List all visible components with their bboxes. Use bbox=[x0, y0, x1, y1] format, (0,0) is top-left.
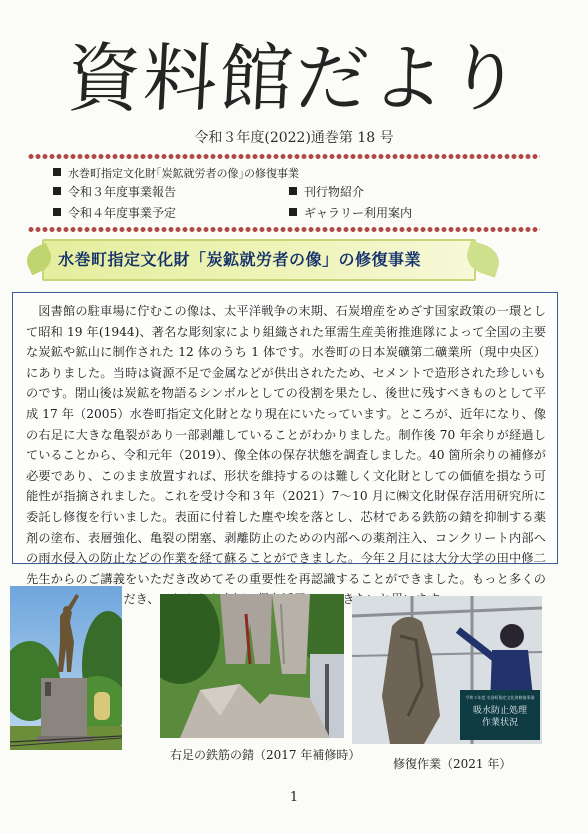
toc-item: 令和３年度事業報告 bbox=[53, 183, 176, 200]
bullet-square-icon bbox=[289, 208, 297, 216]
decorative-band-bottom bbox=[28, 226, 540, 233]
toc-item: 刊行物紹介 bbox=[289, 183, 364, 200]
page-number: 1 bbox=[289, 790, 299, 805]
toc-item: ギャラリー利用案内 bbox=[289, 204, 412, 221]
toc-item: 令和４年度事業予定 bbox=[53, 204, 176, 221]
sign-title-2: 作業状況 bbox=[481, 718, 519, 728]
sign-title-1: 吸水防止処理 bbox=[472, 706, 528, 716]
caption-middle-photo: 右足の鉄筋の錆（2017 年補修時） bbox=[170, 748, 361, 762]
page-title: 資料館だより bbox=[64, 36, 526, 122]
toc-item: 水巻町指定文化財｢炭鉱就労者の像｣の修復事業 bbox=[53, 165, 299, 181]
caption-right-photo: 修復作業（2021 年） bbox=[393, 757, 512, 771]
decorative-band-top bbox=[28, 153, 540, 160]
statue-photo bbox=[10, 586, 122, 750]
section-heading: 水巻町指定文化財「炭鉱就労者の像」の修復事業 bbox=[58, 250, 422, 269]
article-box bbox=[12, 292, 558, 607]
article-body: 図書館の駐車場に佇むこの像は、太平洋戦争の末期、石炭増産をめざす国家政策の一環として昭和 19 年(1944)、著名な彫刻家により組織された軍需生産美術推進隊によって全国の主要な炭鉱や鉱山に制作された 12 体のうち 1 体です。水巻町の日本炭礦第二礦業所（現中央区）にありました。当時は資源不足で金属などが供出されたため、セメントで造形された珍しいものです。閉山後は炭鉱を物語るシンボルとしての役割を果たし、後世に残すべきものとして平成 17 年（2005）水巻町指定文化財となり現在にいたっています。ところが、近年になり、像の右足に大きな亀裂があり一部剥離していることがわかりました。制作後 70 年余りが経過していることから、令和元年（2019）、像全体の保存状態を調査しました。40 箇所余りの補修が必要であり、このまま放置すれば、形状を維持するのは難しく文化財としての価値を損なう可能性が指摘されました。これを受け令和３年（2021）7～10 月に㈱文化財保存活用研究所に委託し修復を行いました。表面に付着した塵や埃を落とし、芯材である鉄筋の錆を抑制する薬剤の塗布、表層強化、亀裂の閉塞、剥離防止のための内部への薬剤注入、コンクリート内部への雨水侵入の防止などの作業を経て蘇ることができました。今年２月には大分大学の田中修二先生からのご講義をいただき改めてその重要性を再認識することができました。もっと多くの ただき、これか き bbox=[26, 304, 546, 607]
restoration-work-photo bbox=[352, 596, 542, 744]
sign-small-text: 令和３年度 水巻町指定文化財修復事業 bbox=[465, 695, 535, 700]
bullet-square-icon bbox=[53, 168, 61, 176]
bullet-square-icon bbox=[53, 208, 61, 216]
bullet-square-icon bbox=[289, 187, 297, 195]
issue-line: 令和３年度(2022)通巻第 18 号 bbox=[194, 130, 394, 146]
statue-legs-photo bbox=[160, 594, 344, 738]
bullet-square-icon bbox=[53, 187, 61, 195]
leaf-left-icon bbox=[22, 243, 56, 276]
